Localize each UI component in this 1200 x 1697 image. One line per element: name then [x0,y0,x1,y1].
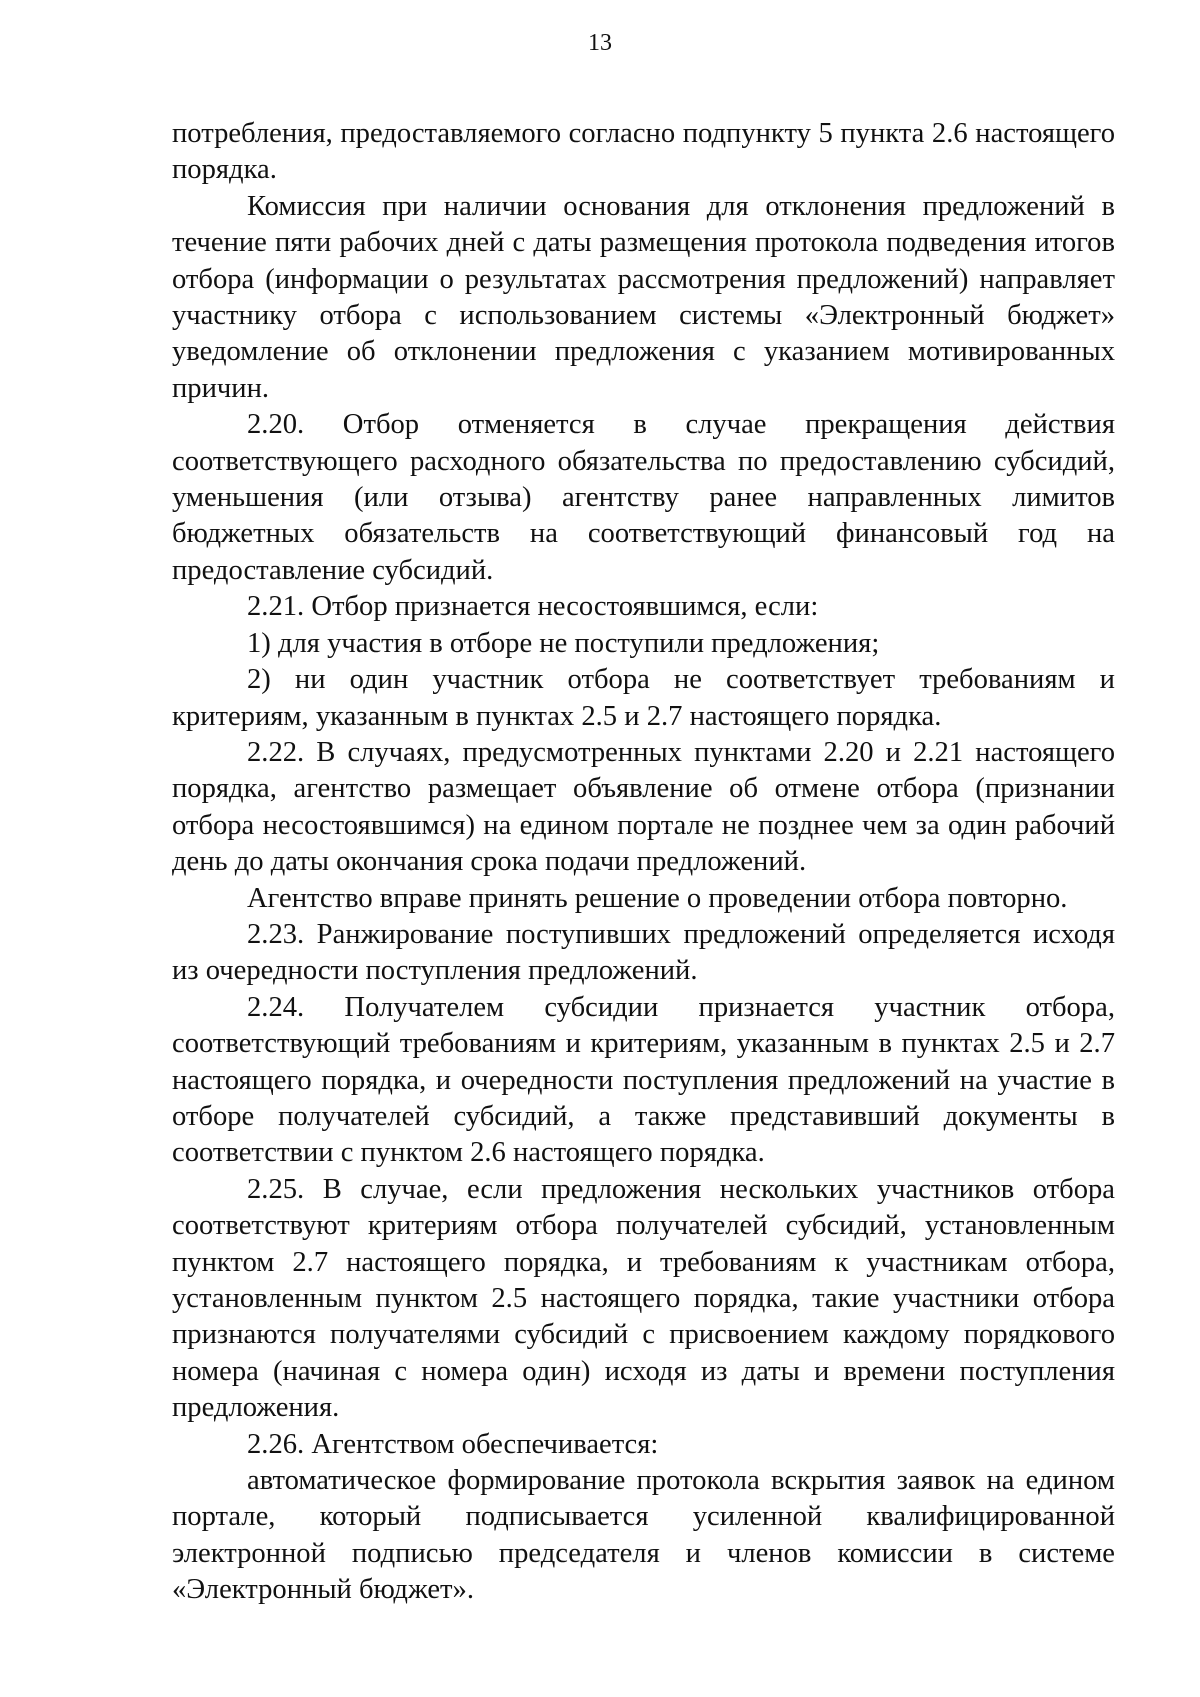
paragraph-2-21-item-1: 1) для участия в отборе не поступили предложения; [247,627,880,659]
paragraph-2-21-item-2: 2) ни один участник отбора не соответствует требованиям и критериям, указанным в пунктах 2.5 и 2.7 настоящего порядка. [172,664,1115,732]
document-body [172,116,1115,1609]
paragraph-2-21: 2.21. Отбор признается несостоявшимся, если: [247,591,819,623]
paragraph-2-23: 2.23. Ранжирование поступивших предложений определяется исходя из очередности поступления предложений. [172,918,1115,987]
paragraph-2-26-item: автоматическое формирование протокола вскрытия заявок на едином портале, который подписывается усиленной квалифицированной электронной подписью председателя и членов комиссии в системе «Электронный бюджет». [172,1465,1115,1606]
paragraph-continuation: потребления, предоставляемого согласно подпункту 5 пункта 2.6 настоящего порядка. [172,118,1115,186]
paragraph-2-22: 2.22. В случаях, предусмотренных пунктами 2.20 и 2.21 настоящего порядка, агентство размещает объявление об отмене отбора (признании отбора несостоявшимся) на едином портале не позднее чем за один рабочий день до даты окончания срока подачи предложений. [172,736,1115,878]
paragraph-2-20: 2.20. Отбор отменяется в случае прекращения действия соответствующего расходного обязательства по предоставлению субсидий, уменьшения (или отзыва) агентству ранее направленных лимитов бюджетных обязательств на соответствующий финансовый год на предоставление субсидий. [172,409,1115,586]
paragraph-repeat-selection: Агентство вправе принять решение о проведении отбора повторно. [247,882,1068,914]
paragraph-commission-rejection: Комиссия при наличии основания для отклонения предложений в течение пяти рабочих дней с даты размещения протокола подведения итогов отбора (информации о результатах рассмотрения предложений) направляет участнику отбора с использованием системы «Электронный бюджет» уведомление об отклонении предложения с указанием мотивированных причин. [172,190,1115,404]
paragraph-2-25: 2.25. В случае, если предложения нескольких участников отбора соответствуют критериям отбора получателей субсидий, установленным пунктом 2.7 настоящего порядка, и требованиям к участникам отбора, установленным пунктом 2.5 настоящего порядка, такие участники отбора признаются получателями субсидий с присвоением каждому порядкового номера (начиная с номера один) исходя из даты и времени поступления предложения. [172,1173,1115,1424]
page-number: 13 [588,30,612,56]
paragraph-2-26: 2.26. Агентством обеспечивается: [247,1428,659,1460]
paragraph-2-24: 2.24. Получателем субсидии признается участник отбора, соответствующий требованиям и критериям, указанным в пунктах 2.5 и 2.7 настоящего порядка, и очередности поступления предложений на участие в отборе получателей субсидий, а также представивший документы в соответствии с пунктом 2.6 настоящего порядка. [172,991,1115,1169]
